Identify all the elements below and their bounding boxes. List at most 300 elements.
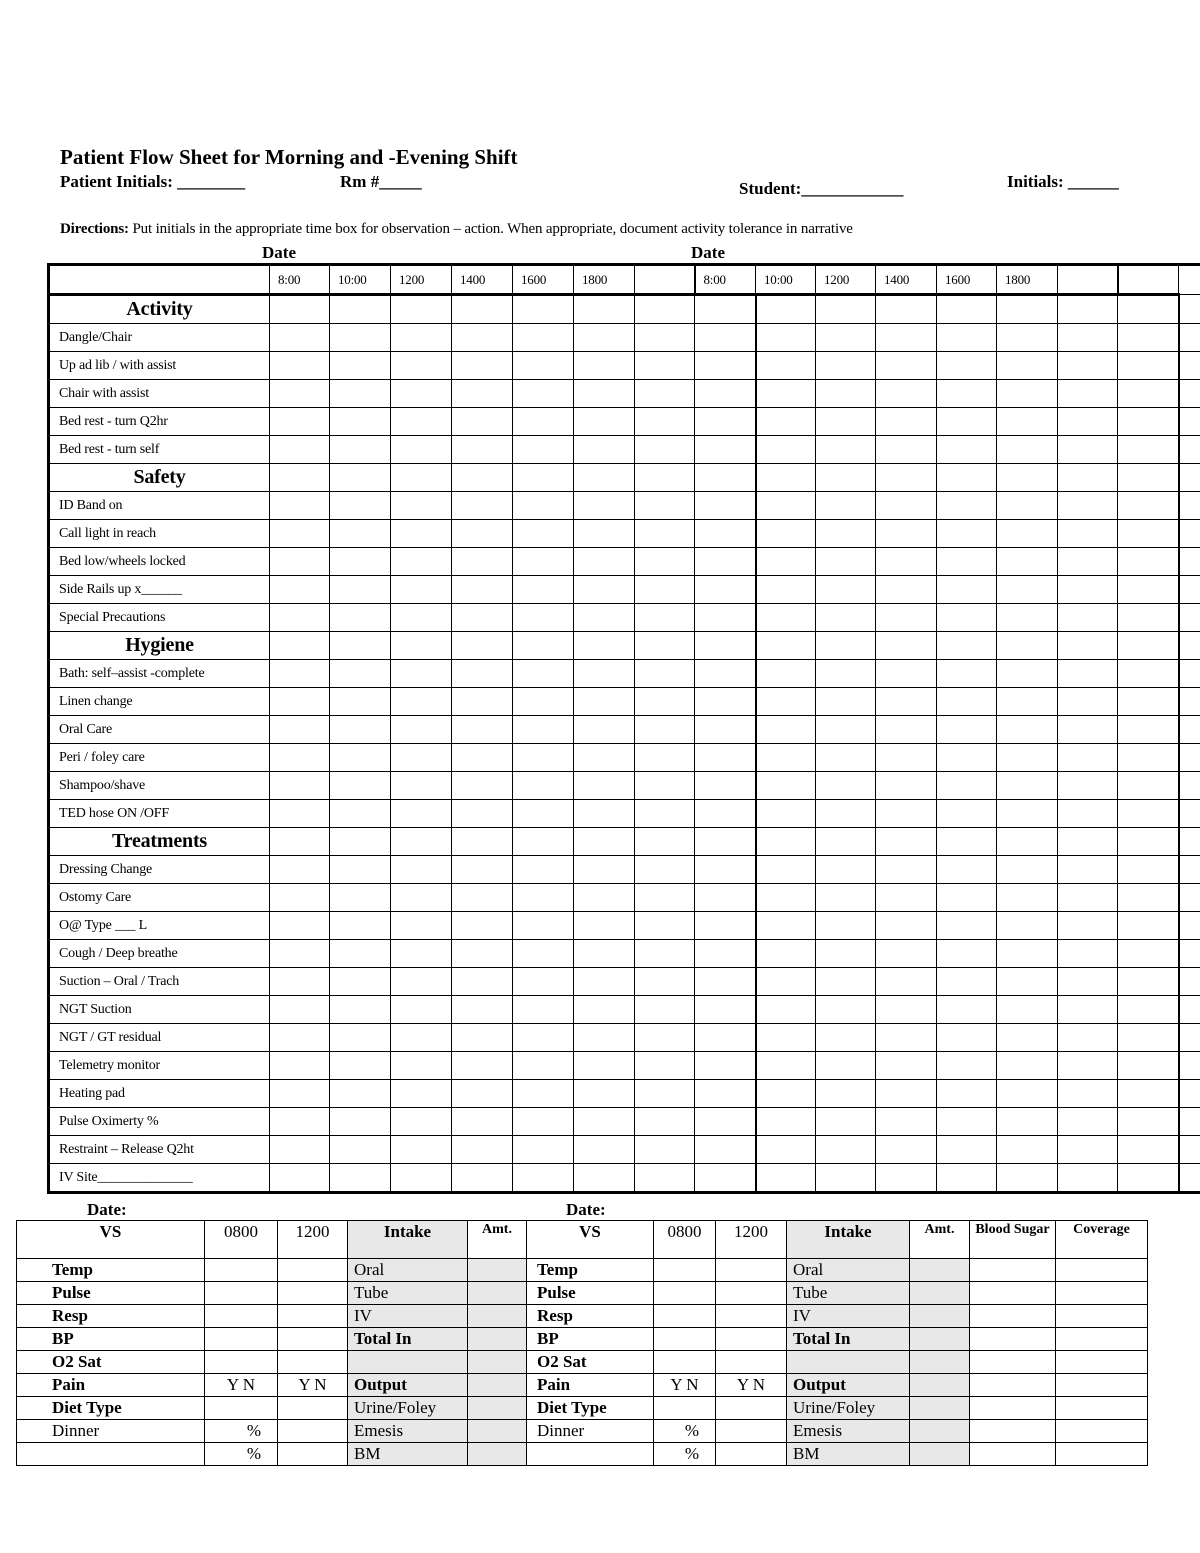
- entry-cell[interactable]: [997, 856, 1058, 884]
- entry-cell[interactable]: [270, 856, 330, 884]
- entry-cell[interactable]: [391, 1164, 452, 1193]
- entry-cell[interactable]: [816, 884, 876, 912]
- blood-sugar-cell[interactable]: [970, 1305, 1056, 1328]
- amt-cell[interactable]: [468, 1420, 527, 1443]
- entry-cell[interactable]: [574, 912, 635, 940]
- entry-cell[interactable]: [816, 688, 876, 716]
- entry-cell[interactable]: [635, 576, 695, 604]
- entry-cell[interactable]: [816, 828, 876, 856]
- amt-cell[interactable]: [468, 1282, 527, 1305]
- entry-cell[interactable]: [635, 548, 695, 576]
- entry-cell[interactable]: [756, 632, 816, 660]
- entry-cell[interactable]: [1118, 1164, 1179, 1193]
- entry-cell[interactable]: [997, 604, 1058, 632]
- entry-cell[interactable]: [1058, 884, 1118, 912]
- entry-cell[interactable]: [816, 660, 876, 688]
- amt-cell[interactable]: [468, 1397, 527, 1420]
- entry-cell[interactable]: [513, 548, 574, 576]
- entry-cell[interactable]: [635, 912, 695, 940]
- entry-cell[interactable]: [756, 324, 816, 352]
- blood-sugar-cell[interactable]: [970, 1443, 1056, 1466]
- entry-cell[interactable]: [1118, 716, 1179, 744]
- entry-cell[interactable]: [816, 548, 876, 576]
- entry-cell[interactable]: [997, 996, 1058, 1024]
- entry-cell[interactable]: [1118, 1052, 1179, 1080]
- entry-cell[interactable]: [391, 828, 452, 856]
- entry-cell[interactable]: [1179, 716, 1200, 744]
- entry-cell[interactable]: [937, 856, 997, 884]
- entry-cell[interactable]: [270, 1080, 330, 1108]
- entry-cell[interactable]: [391, 352, 452, 380]
- entry-cell[interactable]: [330, 996, 391, 1024]
- entry-cell[interactable]: [695, 744, 756, 772]
- entry-cell[interactable]: [270, 744, 330, 772]
- entry-cell[interactable]: [574, 520, 635, 548]
- entry-cell[interactable]: [452, 744, 513, 772]
- entry-cell[interactable]: [452, 352, 513, 380]
- entry-cell[interactable]: [876, 1136, 937, 1164]
- entry-cell[interactable]: [635, 884, 695, 912]
- entry-cell[interactable]: [574, 772, 635, 800]
- entry-cell[interactable]: [756, 716, 816, 744]
- entry-cell[interactable]: [1058, 604, 1118, 632]
- entry-cell[interactable]: [574, 744, 635, 772]
- entry-cell[interactable]: [513, 352, 574, 380]
- entry-cell[interactable]: [635, 996, 695, 1024]
- entry-cell[interactable]: [635, 800, 695, 828]
- entry-cell[interactable]: [391, 660, 452, 688]
- entry-cell[interactable]: [574, 604, 635, 632]
- entry-cell[interactable]: [997, 520, 1058, 548]
- entry-cell[interactable]: [270, 1052, 330, 1080]
- entry-cell[interactable]: [330, 856, 391, 884]
- entry-cell[interactable]: [513, 436, 574, 464]
- entry-cell[interactable]: [1179, 940, 1200, 968]
- entry-cell[interactable]: [1118, 744, 1179, 772]
- entry-cell[interactable]: [997, 576, 1058, 604]
- entry-cell[interactable]: [330, 912, 391, 940]
- vs-1200-cell[interactable]: [278, 1351, 348, 1374]
- entry-cell[interactable]: [574, 688, 635, 716]
- vs-1200-cell[interactable]: [278, 1305, 348, 1328]
- entry-cell[interactable]: [756, 688, 816, 716]
- entry-cell[interactable]: [1058, 716, 1118, 744]
- amt-cell[interactable]: [910, 1443, 970, 1466]
- entry-cell[interactable]: [391, 688, 452, 716]
- entry-cell[interactable]: [937, 492, 997, 520]
- entry-cell[interactable]: [937, 1080, 997, 1108]
- entry-cell[interactable]: [695, 1136, 756, 1164]
- entry-cell[interactable]: [513, 576, 574, 604]
- entry-cell[interactable]: [513, 828, 574, 856]
- entry-cell[interactable]: [937, 295, 997, 324]
- entry-cell[interactable]: [1118, 464, 1179, 492]
- entry-cell[interactable]: [1179, 520, 1200, 548]
- vs-1200-cell[interactable]: [278, 1420, 348, 1443]
- entry-cell[interactable]: [756, 436, 816, 464]
- entry-cell[interactable]: [330, 1108, 391, 1136]
- entry-cell[interactable]: [816, 1024, 876, 1052]
- entry-cell[interactable]: [695, 1080, 756, 1108]
- entry-cell[interactable]: [270, 716, 330, 744]
- entry-cell[interactable]: [876, 380, 937, 408]
- entry-cell[interactable]: [997, 324, 1058, 352]
- entry-cell[interactable]: [695, 548, 756, 576]
- entry-cell[interactable]: [1118, 352, 1179, 380]
- entry-cell[interactable]: [452, 800, 513, 828]
- entry-cell[interactable]: [756, 408, 816, 436]
- entry-cell[interactable]: [1179, 828, 1200, 856]
- entry-cell[interactable]: [513, 1136, 574, 1164]
- vs-0800-cell[interactable]: [654, 1328, 716, 1351]
- vs-0800-cell[interactable]: [654, 1305, 716, 1328]
- entry-cell[interactable]: [452, 408, 513, 436]
- entry-cell[interactable]: [1118, 604, 1179, 632]
- entry-cell[interactable]: [513, 800, 574, 828]
- entry-cell[interactable]: [270, 660, 330, 688]
- vs-0800-cell[interactable]: Y N: [205, 1374, 278, 1397]
- vs-0800-cell[interactable]: %: [205, 1420, 278, 1443]
- entry-cell[interactable]: [330, 1052, 391, 1080]
- entry-cell[interactable]: [695, 772, 756, 800]
- entry-cell[interactable]: [574, 1024, 635, 1052]
- entry-cell[interactable]: [1058, 324, 1118, 352]
- entry-cell[interactable]: [635, 632, 695, 660]
- entry-cell[interactable]: [997, 1052, 1058, 1080]
- entry-cell[interactable]: [997, 464, 1058, 492]
- entry-cell[interactable]: [876, 464, 937, 492]
- entry-cell[interactable]: [270, 380, 330, 408]
- entry-cell[interactable]: [876, 968, 937, 996]
- amt-cell[interactable]: [910, 1397, 970, 1420]
- entry-cell[interactable]: [695, 688, 756, 716]
- entry-cell[interactable]: [635, 744, 695, 772]
- entry-cell[interactable]: [997, 940, 1058, 968]
- entry-cell[interactable]: [574, 884, 635, 912]
- entry-cell[interactable]: [937, 604, 997, 632]
- vs-1200-cell[interactable]: [716, 1259, 787, 1282]
- entry-cell[interactable]: [695, 828, 756, 856]
- entry-cell[interactable]: [1058, 912, 1118, 940]
- entry-cell[interactable]: [270, 940, 330, 968]
- entry-cell[interactable]: [816, 1108, 876, 1136]
- amt-cell[interactable]: [468, 1259, 527, 1282]
- entry-cell[interactable]: [452, 604, 513, 632]
- entry-cell[interactable]: [695, 856, 756, 884]
- amt-cell[interactable]: [910, 1420, 970, 1443]
- entry-cell[interactable]: [937, 1164, 997, 1193]
- entry-cell[interactable]: [1118, 688, 1179, 716]
- entry-cell[interactable]: [391, 436, 452, 464]
- entry-cell[interactable]: [876, 1080, 937, 1108]
- entry-cell[interactable]: [937, 996, 997, 1024]
- entry-cell[interactable]: [391, 324, 452, 352]
- entry-cell[interactable]: [997, 800, 1058, 828]
- entry-cell[interactable]: [391, 996, 452, 1024]
- entry-cell[interactable]: [1118, 912, 1179, 940]
- entry-cell[interactable]: [695, 632, 756, 660]
- entry-cell[interactable]: [997, 884, 1058, 912]
- entry-cell[interactable]: [1058, 968, 1118, 996]
- entry-cell[interactable]: [391, 884, 452, 912]
- entry-cell[interactable]: [635, 772, 695, 800]
- entry-cell[interactable]: [452, 464, 513, 492]
- entry-cell[interactable]: [756, 576, 816, 604]
- vs-0800-cell[interactable]: [654, 1282, 716, 1305]
- entry-cell[interactable]: [997, 408, 1058, 436]
- entry-cell[interactable]: [513, 380, 574, 408]
- entry-cell[interactable]: [391, 548, 452, 576]
- entry-cell[interactable]: [635, 688, 695, 716]
- entry-cell[interactable]: [695, 604, 756, 632]
- entry-cell[interactable]: [937, 828, 997, 856]
- vs-0800-cell[interactable]: [654, 1397, 716, 1420]
- entry-cell[interactable]: [574, 968, 635, 996]
- entry-cell[interactable]: [937, 520, 997, 548]
- entry-cell[interactable]: [452, 632, 513, 660]
- entry-cell[interactable]: [330, 772, 391, 800]
- entry-cell[interactable]: [1179, 604, 1200, 632]
- entry-cell[interactable]: [330, 660, 391, 688]
- entry-cell[interactable]: [574, 576, 635, 604]
- entry-cell[interactable]: [452, 660, 513, 688]
- entry-cell[interactable]: [452, 968, 513, 996]
- entry-cell[interactable]: [756, 800, 816, 828]
- entry-cell[interactable]: [513, 772, 574, 800]
- entry-cell[interactable]: [756, 940, 816, 968]
- entry-cell[interactable]: [937, 1108, 997, 1136]
- entry-cell[interactable]: [270, 1164, 330, 1193]
- entry-cell[interactable]: [756, 548, 816, 576]
- entry-cell[interactable]: [876, 660, 937, 688]
- entry-cell[interactable]: [391, 604, 452, 632]
- entry-cell[interactable]: [635, 1164, 695, 1193]
- entry-cell[interactable]: [695, 520, 756, 548]
- vs-1200-cell[interactable]: [716, 1282, 787, 1305]
- entry-cell[interactable]: [756, 660, 816, 688]
- entry-cell[interactable]: [695, 660, 756, 688]
- amt-cell[interactable]: [910, 1374, 970, 1397]
- entry-cell[interactable]: [876, 548, 937, 576]
- entry-cell[interactable]: [635, 1024, 695, 1052]
- entry-cell[interactable]: [1118, 492, 1179, 520]
- entry-cell[interactable]: [876, 604, 937, 632]
- entry-cell[interactable]: [695, 576, 756, 604]
- entry-cell[interactable]: [876, 772, 937, 800]
- entry-cell[interactable]: [695, 295, 756, 324]
- entry-cell[interactable]: [391, 940, 452, 968]
- entry-cell[interactable]: [330, 800, 391, 828]
- entry-cell[interactable]: [330, 744, 391, 772]
- blood-sugar-cell[interactable]: [970, 1397, 1056, 1420]
- entry-cell[interactable]: [1179, 436, 1200, 464]
- entry-cell[interactable]: [574, 1136, 635, 1164]
- entry-cell[interactable]: [1179, 744, 1200, 772]
- entry-cell[interactable]: [391, 520, 452, 548]
- entry-cell[interactable]: [574, 716, 635, 744]
- entry-cell[interactable]: [330, 324, 391, 352]
- entry-cell[interactable]: [816, 772, 876, 800]
- blood-sugar-cell[interactable]: [970, 1328, 1056, 1351]
- vs-1200-cell[interactable]: [716, 1351, 787, 1374]
- entry-cell[interactable]: [635, 295, 695, 324]
- entry-cell[interactable]: [635, 324, 695, 352]
- entry-cell[interactable]: [1179, 1052, 1200, 1080]
- entry-cell[interactable]: [635, 436, 695, 464]
- entry-cell[interactable]: [816, 492, 876, 520]
- entry-cell[interactable]: [635, 520, 695, 548]
- vs-0800-cell[interactable]: [205, 1328, 278, 1351]
- entry-cell[interactable]: [1179, 772, 1200, 800]
- entry-cell[interactable]: [876, 324, 937, 352]
- entry-cell[interactable]: [635, 660, 695, 688]
- entry-cell[interactable]: [574, 632, 635, 660]
- entry-cell[interactable]: [876, 1108, 937, 1136]
- entry-cell[interactable]: [1179, 295, 1200, 324]
- entry-cell[interactable]: [876, 996, 937, 1024]
- entry-cell[interactable]: [816, 1080, 876, 1108]
- entry-cell[interactable]: [1179, 576, 1200, 604]
- entry-cell[interactable]: [1179, 688, 1200, 716]
- entry-cell[interactable]: [997, 1164, 1058, 1193]
- entry-cell[interactable]: [513, 408, 574, 436]
- entry-cell[interactable]: [695, 1052, 756, 1080]
- entry-cell[interactable]: [695, 1108, 756, 1136]
- entry-cell[interactable]: [452, 492, 513, 520]
- entry-cell[interactable]: [1118, 1108, 1179, 1136]
- entry-cell[interactable]: [270, 324, 330, 352]
- entry-cell[interactable]: [1179, 352, 1200, 380]
- entry-cell[interactable]: [1179, 492, 1200, 520]
- entry-cell[interactable]: [997, 1136, 1058, 1164]
- entry-cell[interactable]: [513, 1052, 574, 1080]
- entry-cell[interactable]: [997, 295, 1058, 324]
- entry-cell[interactable]: [1058, 940, 1118, 968]
- entry-cell[interactable]: [391, 1080, 452, 1108]
- entry-cell[interactable]: [452, 996, 513, 1024]
- entry-cell[interactable]: [756, 1080, 816, 1108]
- entry-cell[interactable]: [816, 604, 876, 632]
- entry-cell[interactable]: [816, 744, 876, 772]
- entry-cell[interactable]: [695, 1024, 756, 1052]
- entry-cell[interactable]: [1118, 940, 1179, 968]
- entry-cell[interactable]: [330, 1080, 391, 1108]
- entry-cell[interactable]: [937, 1052, 997, 1080]
- entry-cell[interactable]: [937, 800, 997, 828]
- entry-cell[interactable]: [695, 884, 756, 912]
- entry-cell[interactable]: [937, 324, 997, 352]
- entry-cell[interactable]: [452, 1136, 513, 1164]
- entry-cell[interactable]: [513, 688, 574, 716]
- vs-0800-cell[interactable]: Y N: [654, 1374, 716, 1397]
- entry-cell[interactable]: [270, 548, 330, 576]
- entry-cell[interactable]: [756, 352, 816, 380]
- entry-cell[interactable]: [937, 408, 997, 436]
- entry-cell[interactable]: [997, 492, 1058, 520]
- entry-cell[interactable]: [695, 1164, 756, 1193]
- entry-cell[interactable]: [695, 436, 756, 464]
- coverage-cell[interactable]: [1056, 1328, 1148, 1351]
- entry-cell[interactable]: [452, 688, 513, 716]
- entry-cell[interactable]: [997, 1080, 1058, 1108]
- entry-cell[interactable]: [1118, 772, 1179, 800]
- entry-cell[interactable]: [1058, 520, 1118, 548]
- entry-cell[interactable]: [330, 352, 391, 380]
- entry-cell[interactable]: [816, 912, 876, 940]
- entry-cell[interactable]: [756, 828, 816, 856]
- coverage-cell[interactable]: [1056, 1282, 1148, 1305]
- entry-cell[interactable]: [635, 464, 695, 492]
- entry-cell[interactable]: [876, 688, 937, 716]
- entry-cell[interactable]: [937, 688, 997, 716]
- amt-cell[interactable]: [468, 1443, 527, 1466]
- entry-cell[interactable]: [635, 352, 695, 380]
- entry-cell[interactable]: [391, 716, 452, 744]
- vs-1200-cell[interactable]: [278, 1328, 348, 1351]
- entry-cell[interactable]: [756, 912, 816, 940]
- entry-cell[interactable]: [816, 464, 876, 492]
- amt-cell[interactable]: [910, 1259, 970, 1282]
- entry-cell[interactable]: [270, 576, 330, 604]
- entry-cell[interactable]: [452, 295, 513, 324]
- entry-cell[interactable]: [1118, 548, 1179, 576]
- entry-cell[interactable]: [937, 576, 997, 604]
- entry-cell[interactable]: [997, 772, 1058, 800]
- entry-cell[interactable]: [756, 520, 816, 548]
- entry-cell[interactable]: [391, 1108, 452, 1136]
- entry-cell[interactable]: [1058, 800, 1118, 828]
- entry-cell[interactable]: [876, 800, 937, 828]
- entry-cell[interactable]: [1118, 520, 1179, 548]
- vs-0800-cell[interactable]: [205, 1259, 278, 1282]
- room-number-field[interactable]: Rm #_____: [340, 172, 422, 191]
- entry-cell[interactable]: [574, 660, 635, 688]
- entry-cell[interactable]: [1118, 1080, 1179, 1108]
- entry-cell[interactable]: [452, 716, 513, 744]
- entry-cell[interactable]: [1179, 1136, 1200, 1164]
- entry-cell[interactable]: [695, 492, 756, 520]
- coverage-cell[interactable]: [1056, 1351, 1148, 1374]
- entry-cell[interactable]: [330, 380, 391, 408]
- entry-cell[interactable]: [1118, 576, 1179, 604]
- entry-cell[interactable]: [391, 856, 452, 884]
- entry-cell[interactable]: [1179, 856, 1200, 884]
- entry-cell[interactable]: [270, 295, 330, 324]
- entry-cell[interactable]: [574, 380, 635, 408]
- entry-cell[interactable]: [876, 408, 937, 436]
- entry-cell[interactable]: [1058, 688, 1118, 716]
- entry-cell[interactable]: [756, 1136, 816, 1164]
- entry-cell[interactable]: [574, 464, 635, 492]
- entry-cell[interactable]: [513, 1108, 574, 1136]
- entry-cell[interactable]: [756, 295, 816, 324]
- entry-cell[interactable]: [391, 772, 452, 800]
- entry-cell[interactable]: [270, 968, 330, 996]
- vs-1200-cell[interactable]: [278, 1397, 348, 1420]
- entry-cell[interactable]: [997, 716, 1058, 744]
- entry-cell[interactable]: [1179, 324, 1200, 352]
- entry-cell[interactable]: [330, 940, 391, 968]
- entry-cell[interactable]: [695, 716, 756, 744]
- entry-cell[interactable]: [330, 688, 391, 716]
- entry-cell[interactable]: [937, 772, 997, 800]
- entry-cell[interactable]: [1179, 912, 1200, 940]
- entry-cell[interactable]: [513, 295, 574, 324]
- entry-cell[interactable]: [1179, 464, 1200, 492]
- entry-cell[interactable]: [1058, 996, 1118, 1024]
- entry-cell[interactable]: [452, 772, 513, 800]
- entry-cell[interactable]: [574, 352, 635, 380]
